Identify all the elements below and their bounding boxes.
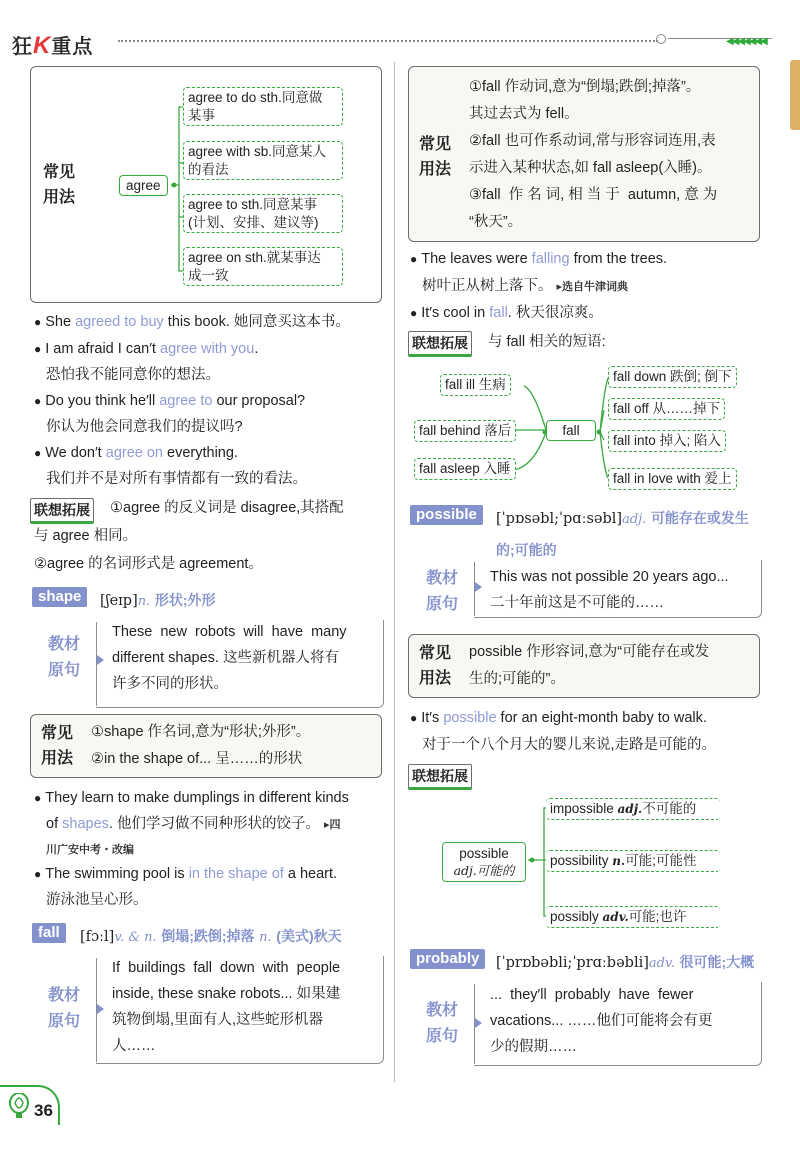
shape-phonetic-line: [ʃeɪp]n. 形状;外形 [100,592,216,609]
agree-example-2: ● I am afraid I can′t agree with you. [34,341,259,357]
possible-node-possibly: possibly adv.可能;也许 [546,906,720,928]
possible-usage-box [408,634,760,698]
fall-usage-line6: “秋天”。 [469,214,523,230]
fall-node-down: fall down 跌倒; 倒下 [608,366,737,388]
fall-example-1-zh: 树叶正从树上落下。 ▸选自牛津词典 [422,278,629,294]
fall-orig-label: 教材 原句 [48,987,81,1030]
fall-usage-box [408,66,760,242]
balloon-icon [8,1093,30,1119]
possible-center-node: possible adj.可能的 [442,842,526,882]
header-dotted-line [118,40,658,42]
possible-node-possibility: possibility n.可能;可能性 [546,850,720,872]
word-badge-possible: possible [410,505,483,525]
possible-example: ● It′s possible for an eight-month baby to walk. [410,710,707,726]
agree-example-4-zh: 我们并不是对所有事情都有一致的看法。 [46,471,307,487]
agree-usage-box [30,66,382,303]
agree-node-3: agree to sth.同意某事 (计划、安排、建议等) [183,194,343,233]
fall-node-asleep: fall asleep 入睡 [414,458,516,480]
shape-example-1: ● They learn to make dumplings in different kinds [34,790,349,806]
agree-node-1: agree to do sth.同意做 某事 [183,87,343,126]
word-badge-probably: probably [410,949,485,969]
shape-example-2: ● The swimming pool is in the shape of a heart. [34,866,338,882]
possible-orig-text: This was not possible 20 years ago... 二十年前这是不可能的…… [490,569,729,611]
header-logo: 狂K重点 [12,32,94,59]
fall-extend-text: 与 fall 相关的短语: [488,334,606,350]
fall-node-ill: fall ill 生病 [440,374,511,396]
possible-meaning-line2: 的;可能的 [496,542,557,558]
shape-example-2-zh: 游泳池呈心形。 [46,892,148,908]
shape-orig-label: 教材 原句 [48,636,81,679]
shape-usage-box [30,714,382,778]
possible-orig-label: 教材 原句 [426,570,459,613]
agree-example-3: ● Do you think he′ll agree to our proposal? [34,393,306,409]
header-circle-icon [656,34,666,44]
agree-example-1: ● She agreed to buy this book. 她同意买这本书。 [34,314,350,330]
shape-example-1-source: 川广安中考・改编 [46,843,134,856]
usage-label: 常见 用法 [419,136,452,178]
agree-node-4: agree on sth.就某事达 成一致 [183,247,343,286]
fall-phonetic-line: [fɔːl]v. & n. 倒塌;跌倒;掉落 n. (美式)秋天 [80,928,342,945]
column-divider [394,62,395,1082]
shape-usage-line1: ①shape 作名词,意为“形状;外形”。 [91,724,311,740]
possible-example-zh: 对于一个八个月大的婴儿来说,走路是可能的。 [422,737,717,753]
fall-center-node: fall [546,420,596,441]
fall-node-into: fall into 掉入; 陷入 [608,430,726,452]
agree-node-2: agree with sb.同意某人 的看法 [183,141,343,180]
fall-example-2: ● It′s cool in fall. 秋天很凉爽。 [410,305,603,321]
usage-label: 常见 用法 [43,164,76,206]
possible-extend-tag: 联想拓展 [408,764,472,790]
fall-node-love: fall in love with 爱上 [608,468,737,490]
agree-center-node: agree [119,175,168,196]
page-number: 36 [34,1101,53,1120]
probably-phonetic-line: [ˈprɒbəbli;ˈprɑːbəbli]adv. 很可能;大概 [496,954,755,971]
agree-example-3-zh: 你认为他会同意我们的提议吗? [46,419,243,435]
word-badge-shape: shape [32,587,87,607]
fall-usage-line1: ①fall 作动词,意为“倒塌;跌倒;掉落”。 [469,79,701,95]
agree-example-4: ● We don′t agree on everything. [34,445,238,461]
possible-usage-line1: possible 作形容词,意为“可能存在或发 [469,644,710,660]
shape-usage-line2: ②in the shape of... 呈……的形状 [91,751,303,767]
possible-phonetic-line: [ˈpɒsəbl;ˈpɑːsəbl]adj. 可能存在或发生 [496,510,749,527]
agree-extend-line2: 与 agree 相同。 [34,528,138,544]
header-arrows-icon: ◀◀◀◀◀◀◀ [726,36,766,47]
shape-example-1-l2: of shapes. 他们学习做不同种形状的饺子。 ▸四 [46,816,341,832]
probably-orig-label: 教材 原句 [426,1002,459,1045]
usage-label: 常见 用法 [419,645,452,687]
fall-usage-line2: 其过去式为 fell。 [469,106,579,122]
page-edge-tab [790,60,800,130]
shape-orig-text: These new robots will have many different shapes. 这些新机器人将有 许多不同的形状。 [112,624,347,692]
word-badge-fall: fall [32,923,66,943]
fall-extend-tag: 联想拓展 [408,331,472,357]
fall-usage-line3: ②fall 也可作系动词,常与形容词连用,表 [469,133,716,149]
fall-usage-line5: ③fall 作 名 词, 相 当 于 autumn, 意 为 [469,187,718,203]
fall-node-behind: fall behind 落后 [414,420,516,442]
fall-usage-line4: 示进入某种状态,如 fall asleep(入睡)。 [469,160,712,176]
fall-orig-text: If buildings fall down with people inside, these snake robots... 如果建 筑物倒塌,里面有人,这些蛇形机器 人…… [112,960,341,1054]
fall-node-off: fall off 从……掉下 [608,398,725,420]
agree-extend-tag: 联想拓展 [30,498,94,524]
usage-label: 常见 用法 [41,725,74,767]
possible-node-impossible: impossible adj.不可能的 [546,798,720,820]
fall-example-1: ● The leaves were falling from the trees. [410,251,668,267]
agree-example-2-zh: 恐怕我不能同意你的想法。 [46,367,220,383]
agree-extend-line1: ①agree 的反义词是 disagree,其搭配 [110,500,344,516]
probably-orig-text: ... they′ll probably have fewer vacations... ……他们可能将会有更 少的假期…… [490,987,713,1055]
agree-extend-line3: ②agree 的名词形式是 agreement。 [34,556,263,572]
possible-usage-line2: 生的;可能的”。 [469,671,565,687]
